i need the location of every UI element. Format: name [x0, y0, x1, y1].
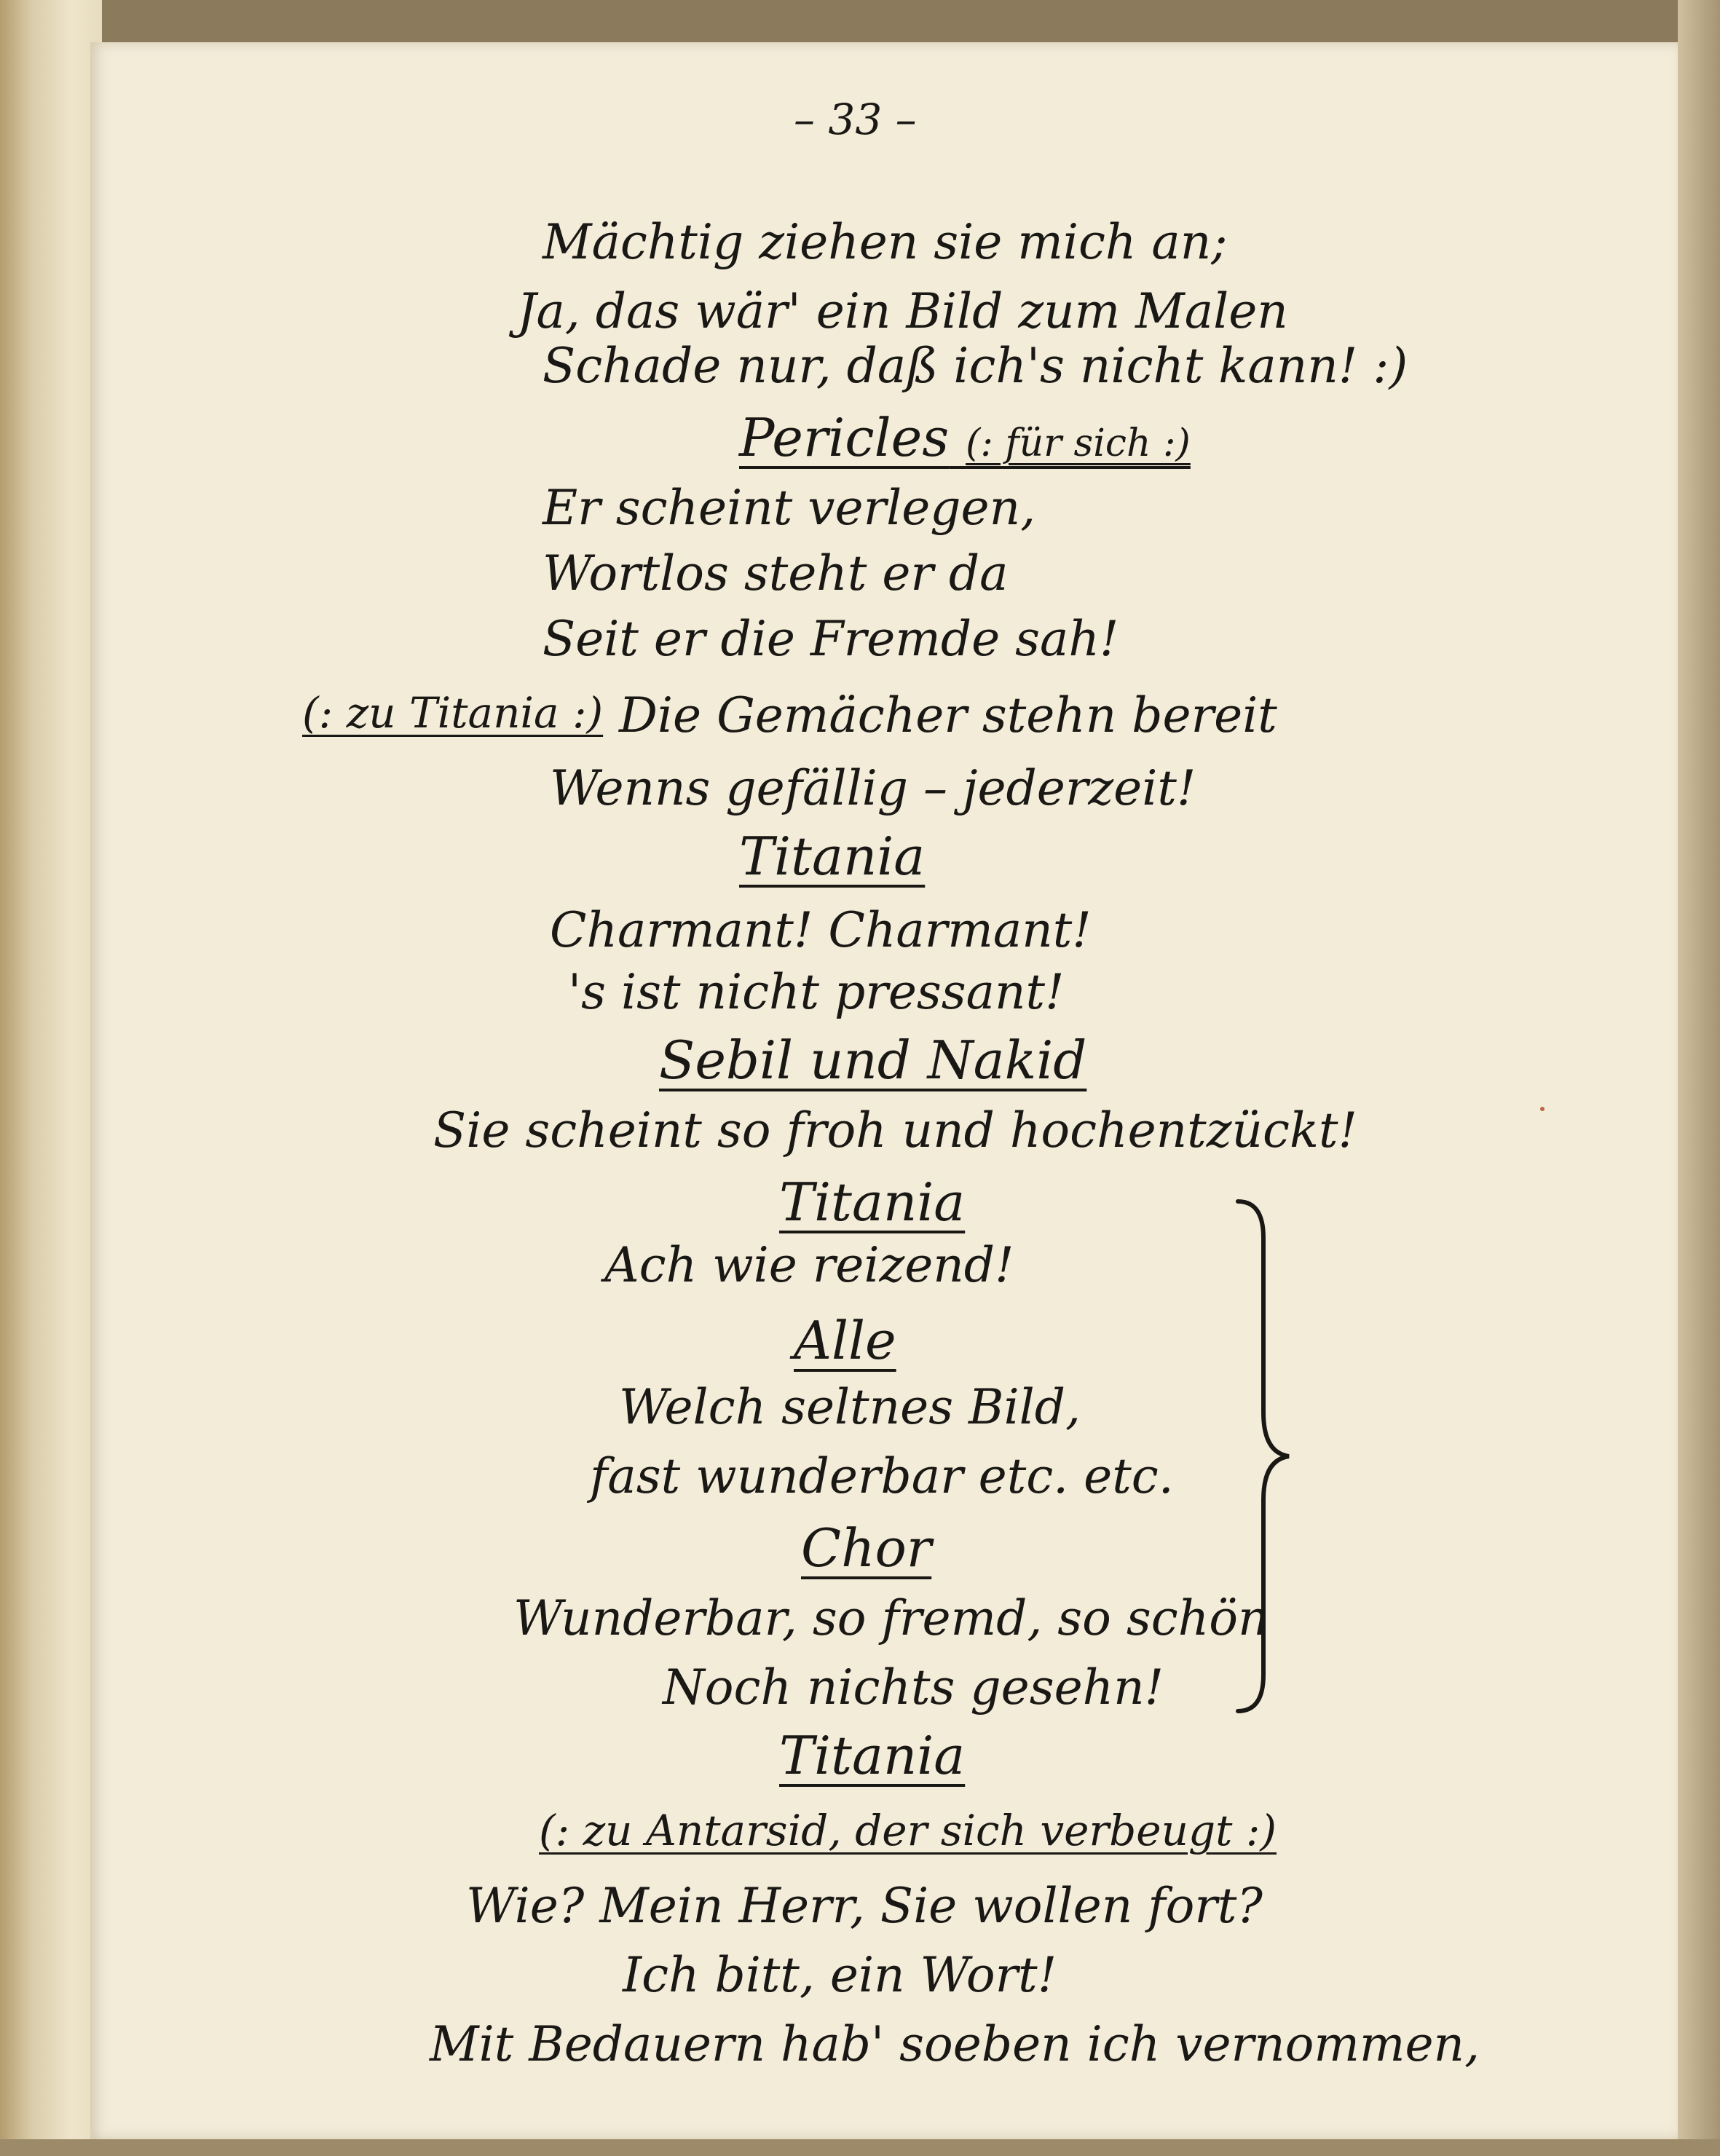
text-line: Ich bitt, ein Wort! [623, 1947, 1057, 2003]
text-line: Seit er die Fremde sah! [543, 611, 1119, 667]
curly-brace [1231, 1194, 1303, 1718]
speaker-heading: Titania [779, 1725, 966, 1786]
text-line: Welch seltnes Bild, [619, 1379, 1081, 1435]
text-line: Mit Bedauern hab' soeben ich vernommen, [430, 2016, 1480, 2072]
text-line: Wie? Mein Herr, Sie wollen fort? [466, 1878, 1263, 1934]
text-line: Wortlos steht er da [543, 545, 1009, 601]
speaker-heading: Titania [779, 1172, 966, 1233]
text-line: Ach wie reizend! [604, 1237, 1014, 1293]
speaker-heading: Chor [801, 1517, 932, 1579]
text-line: Noch nichts gesehn! [663, 1659, 1164, 1715]
text-line: 's ist nicht pressant! [568, 964, 1065, 1020]
stage-direction: (: für sich :) [966, 422, 1191, 465]
speaker-heading: Sebil und Nakid [659, 1030, 1087, 1091]
speaker-name: Pericles [739, 407, 950, 468]
text-line: Wunderbar, so fremd, so schön [513, 1590, 1269, 1646]
speaker-heading: Alle [794, 1310, 896, 1371]
stage-direction: (: zu Titania :) [302, 688, 604, 738]
text-line: Er scheint verlegen, [543, 480, 1036, 536]
text-line: Wenns gefällig – jederzeit! [550, 760, 1196, 816]
page-number: – 33 – [794, 95, 917, 144]
text-line: Die Gemächer stehn bereit [619, 687, 1277, 743]
text-line: Mächtig ziehen sie mich an; [543, 214, 1228, 270]
text-line: Ja, das wär' ein Bild zum Malen [517, 283, 1288, 339]
text-line: Sie scheint so froh und hochentzückt! [433, 1102, 1357, 1158]
speaker-heading [739, 407, 1191, 468]
text-line: Charmant! Charmant! [550, 902, 1092, 958]
stage-direction: (: zu Antarsid, der sich verbeugt :) [539, 1806, 1277, 1855]
speaker-heading: Titania [739, 826, 926, 887]
text-line: Schade nur, daß ich's nicht kann! :) [543, 338, 1408, 394]
text-line: fast wunderbar etc. etc. [590, 1448, 1174, 1504]
